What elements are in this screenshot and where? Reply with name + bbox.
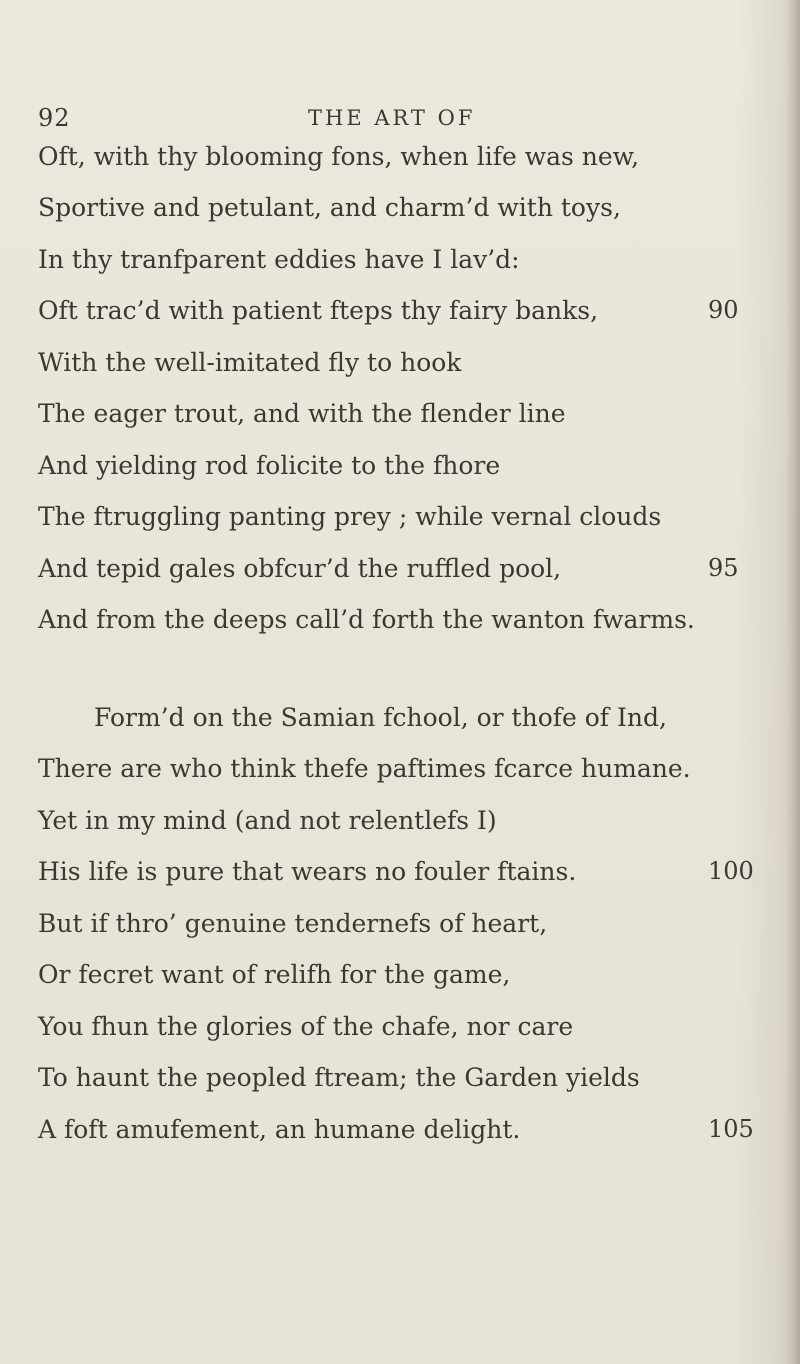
verse-text: A foft amufement, an humane delight. — [38, 1115, 521, 1144]
verse-line — [0, 348, 800, 388]
verse-text: The eager trout, and with the flender line — [38, 399, 566, 428]
verse-line — [0, 1063, 800, 1103]
verse-line — [0, 193, 800, 233]
verse-line — [0, 142, 800, 182]
line-number: 95 — [708, 554, 739, 582]
line-number: 105 — [708, 1115, 754, 1143]
verse-line — [0, 296, 800, 336]
verse-line — [0, 245, 800, 285]
verse-line — [0, 399, 800, 439]
verse-text: But if thro’ genuine tendernefs of heart, — [38, 909, 548, 938]
verse-text: To haunt the peopled ftream; the Garden yields — [38, 1063, 640, 1092]
verse-text: His life is pure that wears no fouler ftains. — [38, 857, 577, 886]
line-number: 90 — [708, 296, 739, 324]
verse-text: And tepid gales obfcur’d the ruffled pool, — [38, 554, 562, 583]
page-edge-shadow — [786, 0, 800, 1364]
verse-line — [0, 754, 800, 794]
verse-line — [0, 554, 800, 594]
verse-line — [0, 605, 800, 645]
verse-text: You fhun the glories of the chafe, nor care — [38, 1012, 574, 1041]
verse-text: And yielding rod folicite to the fhore — [38, 451, 501, 480]
verse-text: Oft, with thy blooming fons, when life was new, — [38, 142, 640, 171]
verse-line — [0, 909, 800, 949]
verse-text: In thy tranfparent eddies have I lav’d: — [38, 245, 520, 274]
verse-line — [0, 451, 800, 491]
verse-text: Sportive and petulant, and charm’d with toys, — [38, 193, 621, 222]
verse-text: The ftruggling panting prey ; while vernal clouds — [38, 502, 662, 531]
line-number: 100 — [708, 857, 754, 885]
verse-text: There are who think thefe paftimes fcarce humane. — [38, 754, 691, 783]
verse-line — [0, 703, 800, 743]
verse-text: Form’d on the Samian fchool, or thofe of Ind, — [94, 703, 667, 732]
verse-line — [0, 502, 800, 542]
verse-line — [0, 1012, 800, 1052]
verse-line — [0, 806, 800, 846]
verse-line — [0, 1115, 800, 1155]
page-header — [0, 104, 800, 144]
verse-text: Yet in my mind (and not relentlefs I) — [38, 806, 497, 835]
running-head: THE ART OF — [308, 106, 476, 130]
verse-line — [0, 960, 800, 1000]
verse-line — [0, 857, 800, 897]
verse-text: With the well-imitated fly to hook — [38, 348, 462, 377]
verse-text: Or fecret want of relifh for the game, — [38, 960, 511, 989]
page-number: 92 — [38, 104, 71, 132]
verse-text: Oft trac’d with patient fteps thy fairy banks, — [38, 296, 599, 325]
verse-text: And from the deeps call’d forth the wanton fwarms. — [38, 605, 695, 634]
